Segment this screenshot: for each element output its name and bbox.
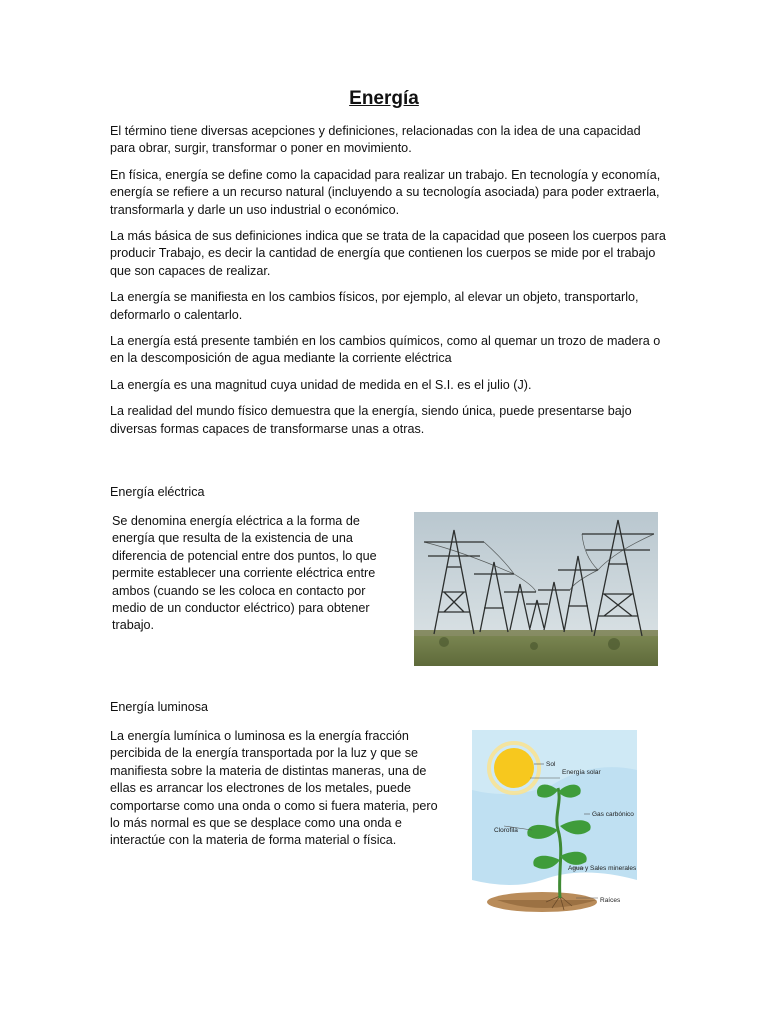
luminosa-paragraph: La energía lumínica o luminosa es la energía fracción percibida de la energía transportada por la luz y que se manifiesta sobre la materia de distintas maneras, una de ellas es arrancar los electrones de los metales, puede comportarse como una onda o como si fuera materia, pero lo más normal es que se desplace como una onda e interactúe con la materia de forma material o física.: [110, 729, 438, 848]
sun-icon: [494, 748, 534, 788]
photosynthesis-diagram: [472, 730, 637, 912]
intro-section: [110, 123, 666, 447]
intro-paragraph: El término tiene diversas acepciones y definiciones, relacionadas con la idea de una capacidad para obrar, surgir, transformar o poner en movimiento.: [110, 124, 641, 156]
intro-paragraph: La energía es una magnitud cuya unidad de medida en el S.I. es el julio (J).: [110, 377, 532, 392]
intro-paragraph: En física, energía se define como la capacidad para realizar un trabajo. En tecnología y economía, energía se refiere a un recurso natural (incluyendo a su tecnología asociada) para poder extraerla, transformarla y darle un uso industrial o económico.: [110, 167, 661, 217]
page-title: Energía: [349, 88, 419, 109]
power-towers-photo: [414, 512, 658, 666]
label-gas-carbonico: Gas carbónico: [592, 811, 634, 818]
label-raices: Raíces: [600, 897, 621, 904]
label-energia-solar: Energía solar: [562, 769, 601, 776]
intro-paragraph: La energía está presente también en los cambios químicos, como al quemar un trozo de madera o en la descomposición de agua mediante la corriente eléctrica: [110, 334, 661, 366]
photosynthesis-illustration: [472, 730, 637, 912]
intro-paragraph: La más básica de sus definiciones indica que se trata de la capacidad que poseen los cuerpos para producir Trabajo, es decir la cantidad de energía que contienen los cuerpos se mide por el trabajo que son capaces de realizar.: [110, 229, 666, 278]
label-clorofila: Clorofila: [494, 827, 518, 834]
label-agua-sales: Agua y Sales minerales: [568, 865, 637, 872]
electrica-paragraph: Se denomina energía eléctrica a la forma de energía que resulta de la existencia de una diferencia de potencial entre dos puntos, lo que permite establecer una corriente eléctrica entre ambos (cuando se les coloca en contacto por medio de un conductor eléctrico) para obtener trabajo.: [112, 514, 377, 633]
intro-paragraph: La energía se manifiesta en los cambios físicos, por ejemplo, al elevar un objeto, transportarlo, deformarlo o calentarlo.: [110, 290, 639, 322]
section-heading-luminosa: Energía luminosa: [110, 700, 209, 714]
intro-paragraph: La realidad del mundo físico demuestra que la energía, siendo única, puede presentarse bajo diversas formas capaces de transformarse unas a otras.: [110, 404, 632, 436]
power-towers-illustration: [414, 512, 658, 666]
label-sol: Sol: [546, 761, 556, 768]
section-heading-electrica: Energía eléctrica: [110, 485, 205, 499]
